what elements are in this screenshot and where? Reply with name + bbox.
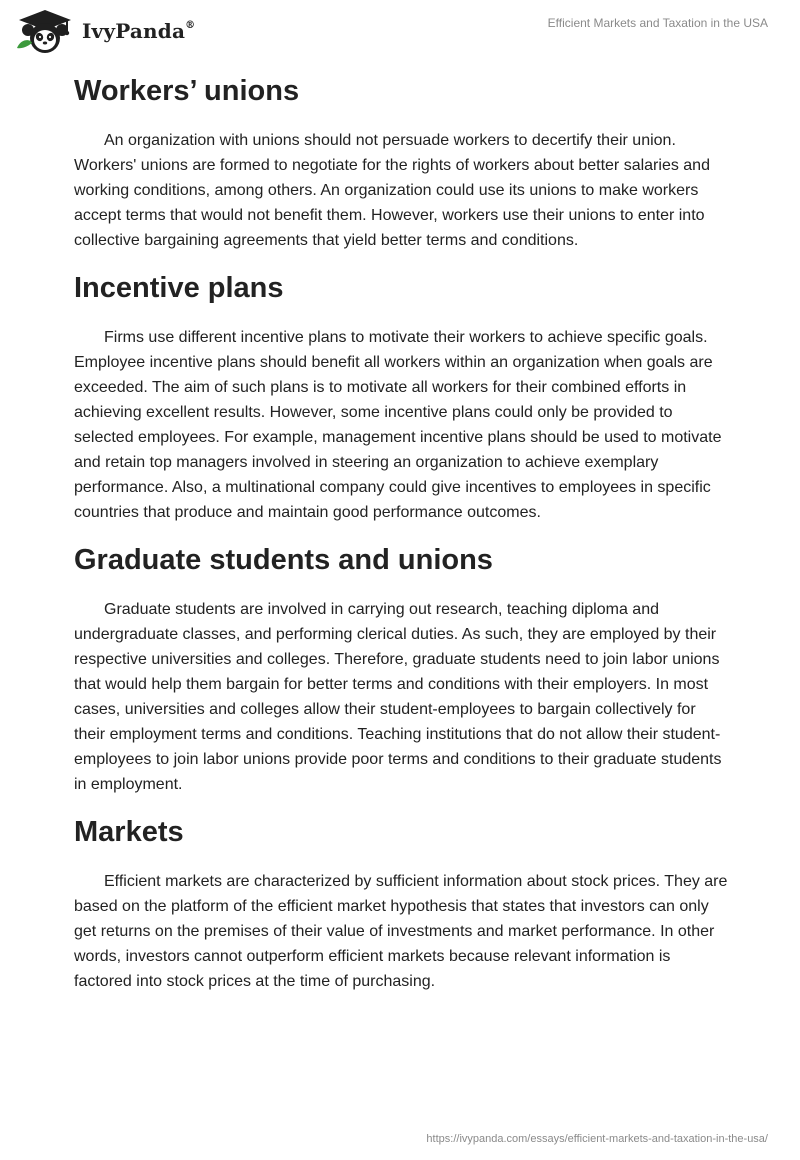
section-paragraph: Efficient markets are characterized by sufficient information about stock prices. They are based on the platform of the efficient market hypothesis that states that investors can only get returns on the premises of their value of investments and market performance. In other words, investors cannot outperform efficient markets because relevant information is factored into stock prices at the time of purchasing. <box>74 873 728 990</box>
section-paragraph: Firms use different incentive plans to motivate their workers to achieve specific goals. Employee incentive plans should benefit all workers within an organization when goals are exceeded. The aim of such plans is to motivate all workers for their combined efforts in achieving excellent results. However, some incentive plans could only be provided to selected employees. For example, management incentive plans should be used to motivate and retain top managers involved in steering an organization to achieve exemplary performance. Also, a multinational company could give incentives to employees in specific countries that produce and maintain good performance outcomes. <box>74 329 722 521</box>
section-paragraph: An organization with unions should not persuade workers to decertify their union. Workers' unions are formed to negotiate for the rights of workers about better salaries and working conditions, among others. An organization could use its unions to make workers accept terms that would not benefit them. However, workers use their unions to enter into collective bargaining agreements that yield better terms and conditions. <box>74 132 710 249</box>
section-heading: Incentive plans <box>74 272 284 304</box>
section-heading: Markets <box>74 816 184 848</box>
source-url-link[interactable]: https://ivypanda.com/essays/efficient-markets-and-taxation-in-the-usa/ <box>426 1133 768 1145</box>
document-title: Efficient Markets and Taxation in the USA <box>547 16 768 30</box>
section-heading: Graduate students and unions <box>74 544 493 576</box>
article-body <box>74 70 730 1008</box>
section-graduate-students <box>74 539 730 797</box>
panda-graduation-cap-icon <box>15 8 75 54</box>
section-incentive-plans <box>74 267 730 525</box>
section-markets <box>74 811 730 994</box>
section-heading: Workers’ unions <box>74 75 300 107</box>
section-workers-unions <box>74 70 730 253</box>
section-paragraph: Graduate students are involved in carrying out research, teaching diploma and undergraduate classes, and performing clerical duties. As such, they are employed by their respective universities and colleges. Therefore, graduate students need to join labor unions that would help them bargain for better terms and conditions with their employers. In most cases, universities and colleges allow their student-employees to bargain collectively for their employment terms and conditions. Teaching institutions that do not allow their student-employees to join labor unions provide poor terms and conditions to their graduate students in employment. <box>74 601 722 793</box>
registered-mark: ® <box>185 20 196 32</box>
brand-logo[interactable] <box>15 8 195 54</box>
page-header <box>0 0 800 60</box>
brand-name: IvyPanda® <box>82 19 196 43</box>
